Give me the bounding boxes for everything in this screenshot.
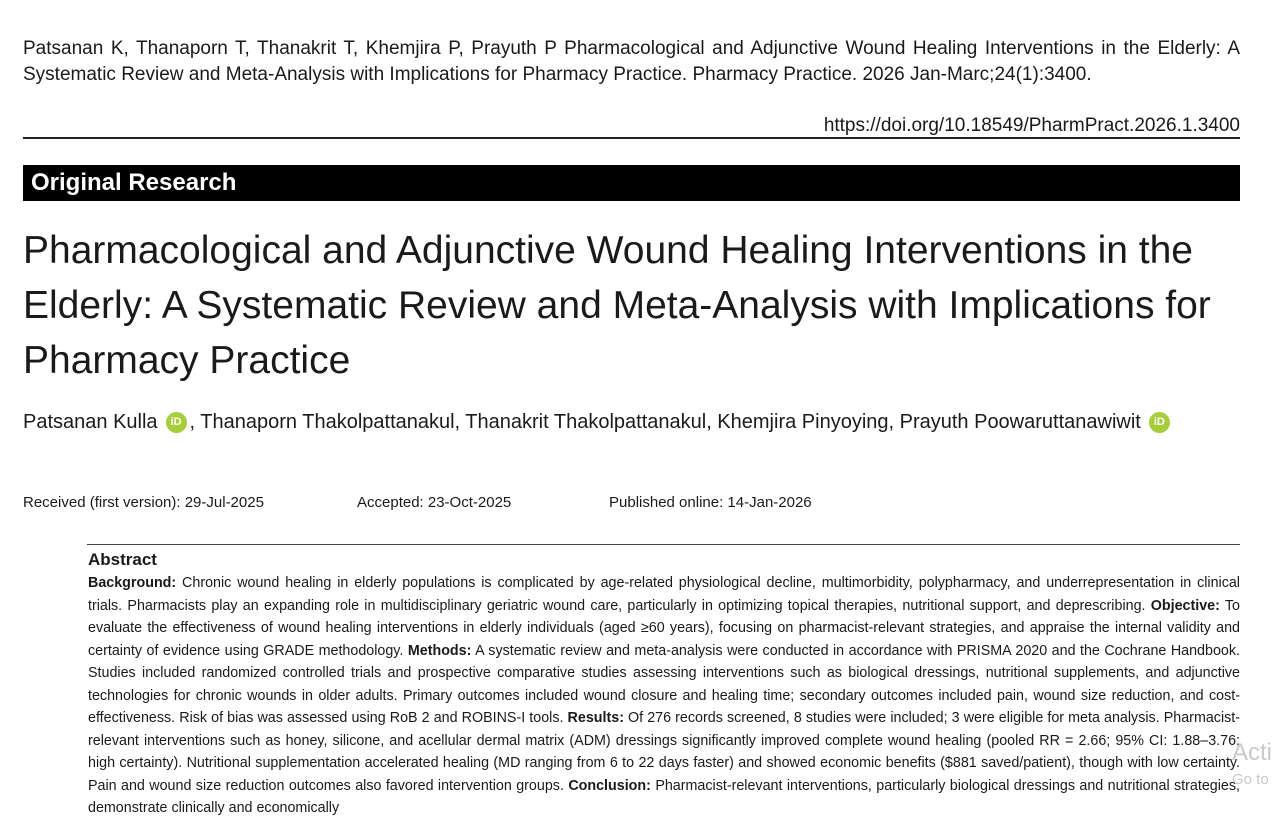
abstract-divider — [87, 544, 1240, 545]
header-divider — [23, 137, 1240, 139]
objective-label: Objective: — [1150, 597, 1220, 614]
results-text: Of 276 records screened, 8 studies were included; 3 were eligible for meta analysis. Pharmacist-relevant interventions such as honey, silicone, and acellular dermal matrix (ADM) dressings significantly improved complete wound healing (pooled RR = 2.66; 95% CI: 1.88–3.76; high certainty). Nutritional supplementation accelerated healing (MD ranging from 6 to 22 days faster) and showed economic benefits ($881 saved/patient), though with low certainty. Pain and wound size reduction outcomes also favored intervention groups. — [88, 710, 1241, 794]
section-label-bar — [23, 165, 1240, 201]
background-label: Background: — [88, 575, 177, 591]
author-name: Patsanan Kulla — [23, 411, 158, 433]
article-title: Pharmacological and Adjunctive Wound Healing Interventions in the Elderly: A Systematic Review and Meta-Analysis with Implications for Pharmacy Practice — [23, 229, 1211, 382]
activation-watermark — [1232, 738, 1280, 808]
watermark-line1: Acti — [1232, 739, 1273, 766]
methods-text: A systematic review and meta-analysis were conducted in accordance with PRISMA 2020 and the Cochrane Handbook. Studies included randomized controlled trials and prospective comparative studies assessing interventions such as biological dressings, nutritional supplements, and adjunctive technologies for chronic wounds in older adults. Primary outcomes included wound closure and healing time; secondary outcomes included pain, wound size reduction, and cost-effectiveness. Risk of bias was assessed using RoB 2 and ROBINS-I tools. — [88, 642, 1240, 726]
results-label: Results: — [567, 710, 624, 726]
section-label: Original Research — [31, 169, 237, 196]
abstract-body — [88, 572, 1240, 820]
orcid-icon[interactable]: iD — [1149, 412, 1170, 433]
background-text: Chronic wound healing in elderly populations is complicated by age-related physiological decline, multimorbidity, polypharmacy, and underrepresentation in clinical trials. Pharmacists play an expanding role in multidisciplinary geriatric wound care, particularly in optimizing topical therapies, nutritional support, and deprescribing. — [88, 575, 1240, 614]
accepted-date: Accepted: 23-Oct-2025 — [357, 494, 512, 511]
conclusion-text: Pharmacist-relevant interventions, particularly biological dressings and nutritional strategies, demonstrate clinically and economically — [88, 777, 1240, 816]
citation-header: Patsanan K, Thanaporn T, Thanakrit T, Khemjira P, Prayuth P Pharmacological and Adjunctive Wound Healing Interventions in the Elderly: A Systematic Review and Meta-Analysis with Implications for Pharmacy Practice. Pharmacy Practice. 2026 Jan-Marc;24(1):3400. — [23, 38, 1240, 85]
author-list — [23, 408, 1223, 437]
watermark-line2: Go to — [1232, 771, 1269, 788]
author-names-rest: , Thanaporn Thakolpattanakul, Thanakrit Thakolpattanakul, Khemjira Pinyoying, Prayuth Poowaruttanawiwit — [189, 411, 1141, 433]
orcid-icon[interactable]: iD — [166, 412, 187, 433]
published-date: Published online: 14-Jan-2026 — [609, 494, 812, 511]
methods-label: Methods: — [407, 642, 472, 659]
doi-link[interactable]: https://doi.org/10.18549/PharmPract.2026.1.3400 — [823, 115, 1240, 136]
conclusion-label: Conclusion: — [568, 777, 651, 794]
abstract-heading: Abstract — [88, 550, 157, 569]
objective-text: To evaluate the effectiveness of wound healing interventions in elderly individuals (aged ≥60 years), focusing on pharmacist-relevant strategies, and appraise the internal validity and certainty of evidence using GRADE methodology. — [88, 597, 1240, 659]
received-date: Received (first version): 29-Jul-2025 — [23, 494, 264, 511]
